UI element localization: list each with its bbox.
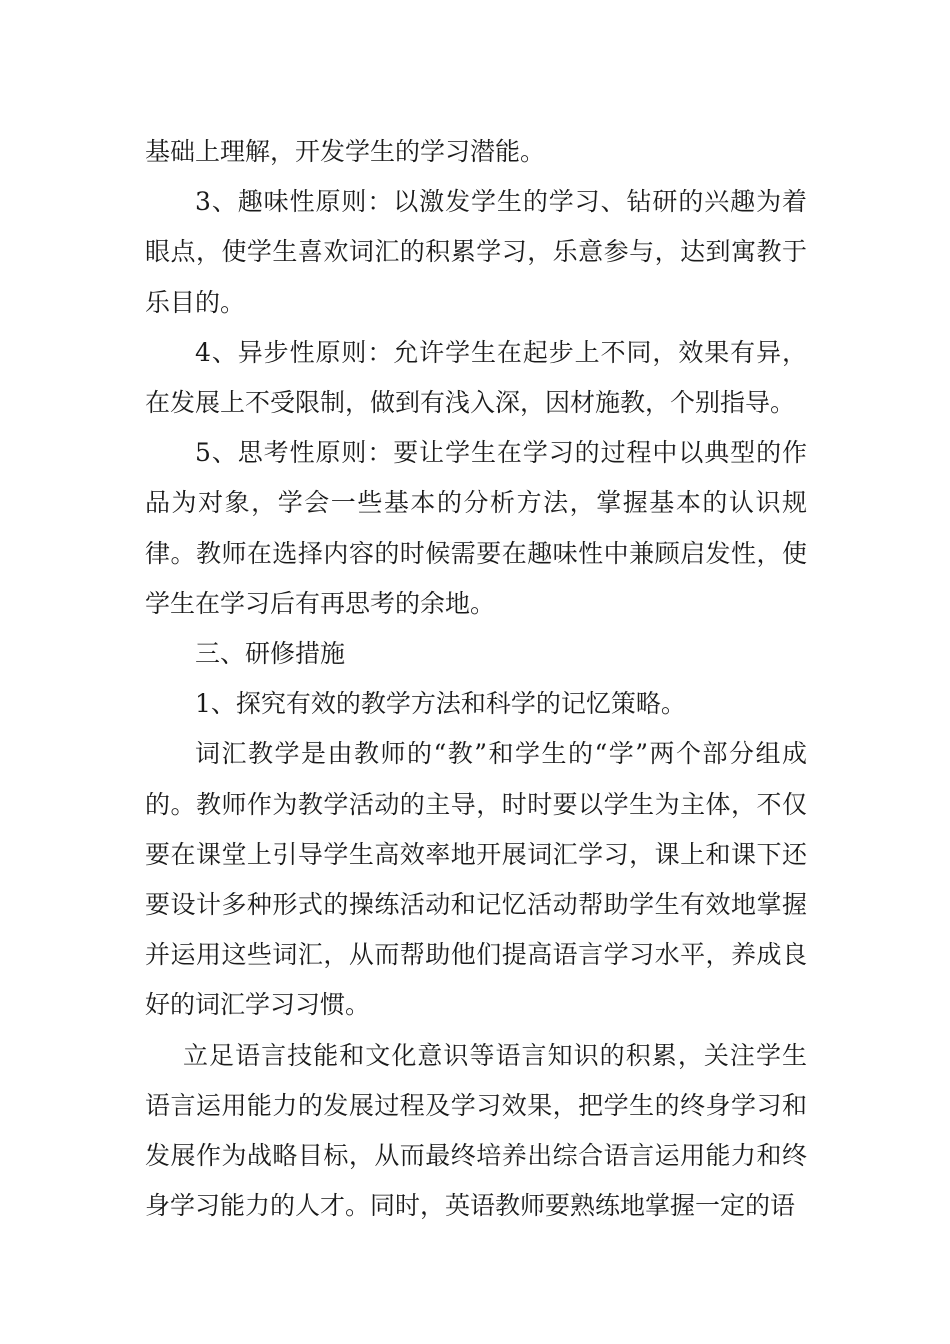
paragraph-language-skills: 立足语言技能和文化意识等语言知识的积累，关注学生语言运用能力的发展过程及学习效果，把学生的终身学习和发展作为战略目标，从而最终培养出综合语言运用能力和终身学习能力的人才。同时，英语教师要熟练地掌握一定的语 [145, 1040, 807, 1221]
section-heading-measures: 三、研修措施 [195, 639, 346, 669]
paragraph-vocabulary-teaching: 词汇教学是由教师的“教”和学生的“学”两个部分组成的。教师作为教学活动的主导，时时要以学生为主体，不仅要在课堂上引导学生高效率地开展词汇学习，课上和课下还要设计多种形式的操练活动和记忆活动帮助学生有效地掌握并运用这些词汇，从而帮助他们提高语言学习水平，养成良好的词汇学习习惯。 [145, 739, 807, 1020]
paragraph-principle-3: 3、趣味性原则：以激发学生的学习、钻研的兴趣为着眼点，使学生喜欢词汇的积累学习，乐意参与，达到寓教于乐目的。 [145, 187, 807, 317]
paragraph-principle-5: 5、思考性原则：要让学生在学习的过程中以典型的作品为对象，学会一些基本的分析方法，掌握基本的认识规律。教师在选择内容的时候需要在趣味性中兼顾启发性，使学生在学习后有再思考的余地。 [145, 438, 807, 618]
paragraph-continuation: 基础上理解，开发学生的学习潜能。 [145, 137, 546, 166]
subheading-measure-1: 1、探究有效的教学方法和科学的记忆策略。 [195, 689, 686, 719]
paragraph-principle-4: 4、异步性原则：允许学生在起步上不同，效果有异，在发展上不受限制，做到有浅入深，因材施教，个别指导。 [145, 337, 807, 418]
body-text [145, 127, 807, 1231]
